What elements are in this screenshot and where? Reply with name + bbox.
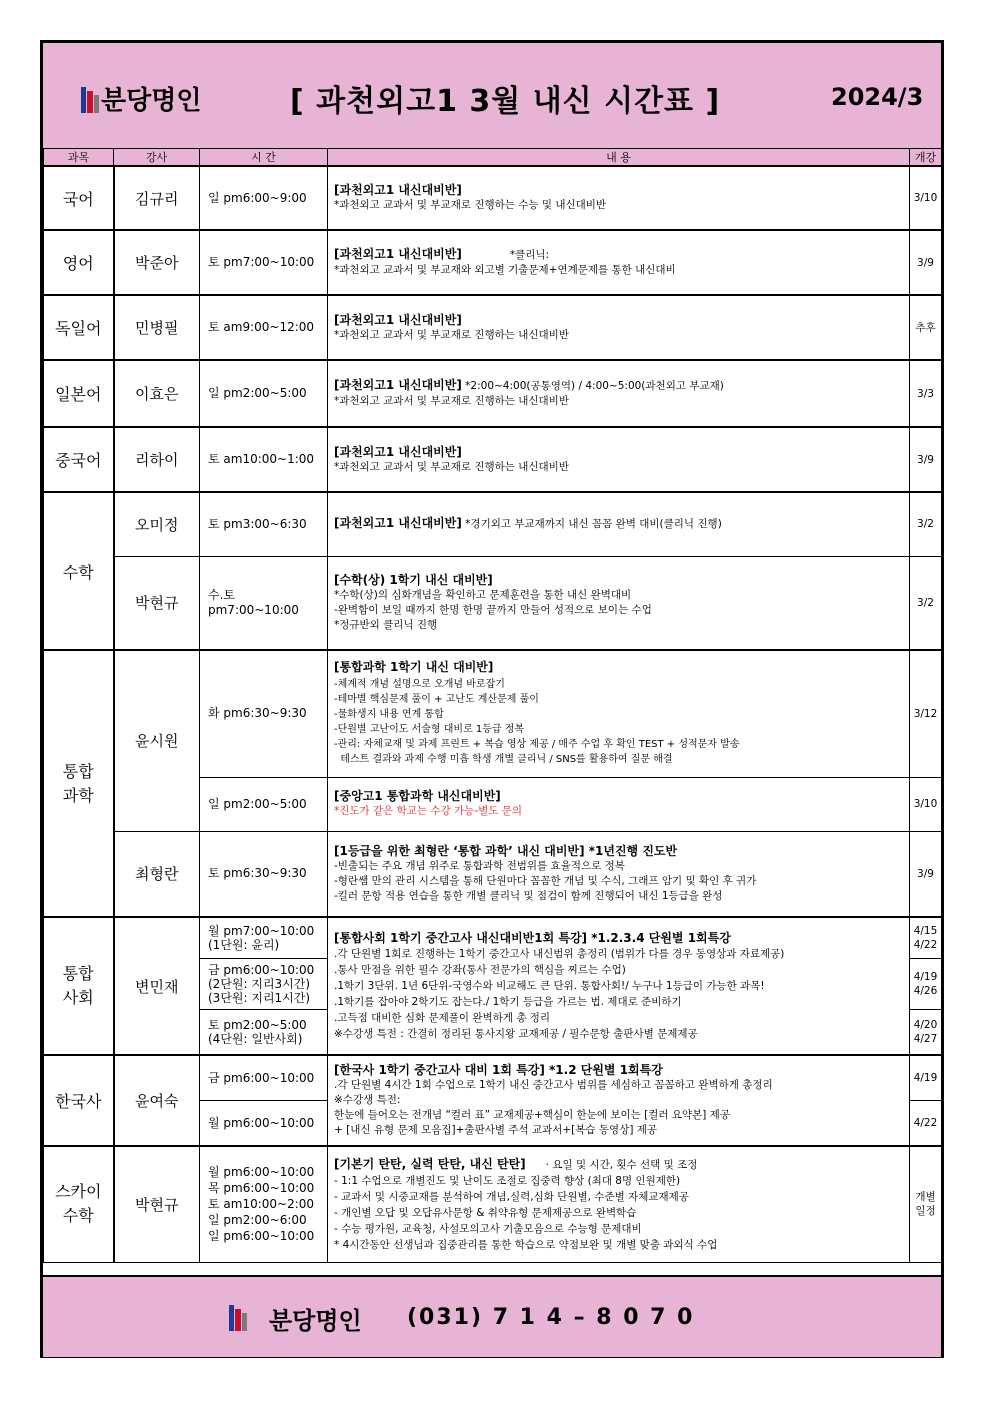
content-line: 테스트 결과와 과제 수행 미흡 학생 개별 클리닉 / SNS를 활용하여 질문 해결 — [334, 754, 673, 766]
class-title: [한국사 1학기 중간고사 대비 1회 특강] *1.2 단원별 1회특강 — [334, 1063, 663, 1077]
open-date: 3/10 — [910, 166, 942, 230]
open-date: 3/2 — [910, 556, 942, 650]
subject-line: 과학 — [62, 785, 94, 805]
content-cell — [328, 230, 910, 295]
content-line: *과천외고 교과서 및 부교재로 진행하는 내신대비반 — [334, 328, 569, 341]
table-row — [44, 492, 942, 556]
content-line: -체계적 개념 설명으로 오개념 바로잡기 — [334, 679, 505, 691]
content-cell — [328, 556, 910, 650]
open-date: 3/9 — [910, 831, 942, 917]
content-cell — [328, 166, 910, 230]
table-row — [44, 166, 942, 230]
content-line: -킬러 문항 적용 연습을 통한 개별 클리닉 및 점검이 함께 진행되어 내신 1등급을 완성 — [334, 889, 723, 902]
col-subject: 과목 — [44, 149, 114, 167]
content-cell — [328, 1146, 910, 1262]
teacher-cell: 리하이 — [114, 427, 200, 492]
open-date: 개별 일정 — [910, 1146, 942, 1262]
teacher-cell: 민병필 — [114, 295, 200, 360]
class-title: [중앙고1 통합과학 내신대비반] — [334, 789, 501, 803]
time-cell: 토 pm7:00~10:00 — [200, 230, 328, 295]
time-cell: 일 pm6:00~9:00 — [200, 166, 328, 230]
class-title: [과천외고1 내신대비반] — [334, 312, 462, 327]
content-cell — [328, 650, 910, 777]
date-label: 2024/3 — [831, 83, 924, 111]
teacher-cell: 박현규 — [114, 556, 200, 650]
time-hours: pm7:00~10:00 — [208, 602, 299, 617]
time-slot: 금 pm6:00~10:00 — [200, 1056, 327, 1101]
content-line: *과천외고 교과서 및 부교재로 진행하는 내신대비반 — [334, 460, 569, 473]
time-cell: 화 pm6:30~9:30 — [200, 650, 328, 777]
time-days: 수.토 — [208, 587, 235, 602]
content-cell — [328, 831, 910, 917]
subject-line: 수학 — [62, 1206, 94, 1226]
teacher-cell: 박준아 — [114, 230, 200, 295]
content-line: -물화생지 내용 연계 통합 — [334, 709, 444, 721]
content-cell — [328, 917, 910, 1055]
table-row — [44, 1146, 942, 1262]
table-row — [44, 427, 942, 492]
content-line: *과천외고 교과서 및 부교재로 진행하는 내신대비반 — [334, 395, 569, 407]
open-date: 4/15 4/22 4/19 4/26 4/20 4/27 — [910, 917, 942, 1055]
class-title: [과천외고1 내신대비반] — [334, 247, 462, 261]
content-line: -형란쌤 만의 관리 시스템을 통해 단원마다 꼼꼼한 개념 및 수식, 그래프 암기 및 확인 후 귀가 — [334, 874, 757, 887]
class-title: [과천외고1 내신대비반] — [334, 444, 462, 459]
table-row — [44, 556, 942, 650]
content-line: -완벽함이 보일 때까지 한명 한명 끝까지 만들어 성적으로 보이는 수업 — [334, 603, 652, 616]
teacher-cell: 최형란 — [114, 831, 200, 917]
content-line: ※수강생 특전 : 간결히 정리된 통사지왕 교재제공 / 필수문항 출판사별 문제제공 — [334, 1028, 698, 1040]
time-cell: 일 pm2:00~5:00 — [200, 360, 328, 427]
content-line: - 1:1 수업으로 개별진도 및 난이도 조절로 집중력 향상 (최대 8명 인원제한) — [334, 1174, 681, 1187]
class-title: [과천외고1 내신대비반] — [334, 516, 462, 531]
teacher-cell: 이효은 — [114, 360, 200, 427]
logo-icon — [81, 87, 99, 113]
phone-number: (031) 7 1 4 – 8 0 7 0 — [407, 1305, 695, 1330]
content-line: -관리: 자체교재 및 과제 프린트 + 복습 영상 제공 / 매주 수업 후 확인 TEST + 성적문자 발송 — [334, 739, 740, 751]
time-cell: 토 pm3:00~6:30 — [200, 492, 328, 556]
subject-cell: 한국사 — [44, 1055, 114, 1146]
class-note: *2:00~4:00(공통영역) / 4:00~5:00(과천외고 부교재) — [465, 380, 724, 392]
content-line: ※수강생 특전: — [334, 1094, 401, 1106]
timetable-frame — [40, 40, 944, 1358]
time-cell — [200, 1055, 328, 1146]
content-line: - 개인별 오답 및 오답유사문항 & 취약유형 문제제공으로 완벽학습 — [334, 1206, 637, 1219]
header — [43, 43, 941, 150]
content-note-red: *진도가 같은 학교는 수강 가능-별도 문의 — [334, 805, 523, 817]
subject-cell: 국어 — [44, 166, 114, 230]
class-title: [1등급을 위한 최형란 ‘통합 과학’ 내신 대비반] *1년진행 진도반 — [334, 843, 678, 858]
open-date: 3/12 — [910, 650, 942, 777]
subject-cell: 중국어 — [44, 427, 114, 492]
table-row — [44, 650, 942, 777]
time-cell: 토 am10:00~1:00 — [200, 427, 328, 492]
class-title: [기본기 탄탄, 실력 탄탄, 내신 탄탄] — [334, 1156, 526, 1171]
open-date: 3/3 — [910, 360, 942, 427]
content-line: 한눈에 들어오는 전개념 “컬러 표” 교재제공+핵심이 한눈에 보이는 [컬러 요약본] 제공 — [334, 1109, 730, 1121]
subject-cell: 독일어 — [44, 295, 114, 360]
class-title: [과천외고1 내신대비반] — [334, 378, 462, 392]
class-title: [통합과학 1학기 내신 대비반] — [334, 660, 494, 675]
subject-line: 스카이 — [55, 1182, 102, 1202]
footer-brand: 분당명인 — [269, 1307, 362, 1335]
time-cell: 토 am9:00~12:00 — [200, 295, 328, 360]
content-line: + [내신 유형 문제 모음집]+출판사별 주석 교과서+[복습 동영상] 제공 — [334, 1124, 658, 1136]
open-date: 3/10 — [910, 777, 942, 831]
col-content: 내 용 — [328, 149, 910, 167]
content-cell — [328, 360, 910, 427]
content-cell — [328, 427, 910, 492]
content-line: .통사 만점을 위한 필수 강좌(통사 전문가의 핵심을 찌르는 수업) — [334, 964, 626, 976]
content-line: -단원별 고난이도 서술형 대비로 1등급 정복 — [334, 724, 525, 736]
time-slot: 월 pm6:00~10:00 — [208, 1116, 315, 1130]
subject-line: 통합 — [62, 761, 94, 781]
subject-line: 사회 — [62, 988, 94, 1007]
content-line: - 수능 평가원, 교육청, 사설모의고사 기출모음으로 수능형 문제대비 — [334, 1222, 642, 1235]
teacher-cell: 윤시원 — [114, 650, 200, 831]
teacher-cell: 오미정 — [114, 492, 200, 556]
open-date: 3/2 — [910, 492, 942, 556]
time-cell: 월 pm6:00~10:00 목 pm6:00~10:00 토 am10:00~2:00 일 pm2:00~6:00 일 pm6:00~10:00 — [200, 1146, 328, 1262]
table-header-row — [44, 149, 942, 167]
content-line: *수학(상)의 심화개념을 확인하고 문제훈련을 통한 내신 완벽대비 — [334, 588, 632, 601]
time-cell — [200, 917, 328, 1055]
teacher-cell: 김규리 — [114, 166, 200, 230]
class-title: [통합사회 1학기 중간고사 내신대비반1회 특강] *1.2.3.4 단원별 1회특강 — [334, 931, 731, 945]
page-title: [ 과천외고1 3월 내신 시간표 ] — [290, 84, 721, 119]
subject-cell — [44, 650, 114, 917]
content-line: *과천외고 교과서 및 부교재와 외고별 기출문제+연계문제를 통한 내신대비 — [334, 264, 676, 276]
subject-cell — [44, 917, 114, 1055]
teacher-cell: 박현규 — [114, 1146, 200, 1262]
time-slot: 금 pm6:00~10:00 (2단원: 지리3시간) (3단원: 지리1시간) — [200, 959, 327, 1010]
subject-cell: 수학 — [44, 492, 114, 650]
subject-cell: 영어 — [44, 230, 114, 295]
teacher-cell: 변민재 — [114, 917, 200, 1055]
content-line: .1학기를 잡아야 2학기도 잡는다./ 1학기 등급을 가르는 법. 제대로 준비하기 — [334, 996, 682, 1008]
open-date: 3/9 — [910, 230, 942, 295]
schedule-table — [43, 148, 942, 1263]
content-line: *과천외고 교과서 및 부교재로 진행하는 수능 및 내신대비반 — [334, 199, 607, 211]
time-cell — [200, 556, 328, 650]
col-open: 개강 — [910, 149, 942, 167]
footer — [43, 1275, 941, 1357]
subject-line: 통합 — [62, 964, 94, 983]
content-line: - 교과서 및 시중교재를 분석하여 개념,실력,심화 단원별, 수준별 자체교재제공 — [334, 1190, 689, 1203]
content-line: -테마별 핵심문제 풀이 + 고난도 계산문제 풀이 — [334, 694, 539, 706]
class-title: [과천외고1 내신대비반] — [334, 183, 462, 197]
table-row — [44, 295, 942, 360]
content-cell — [328, 777, 910, 831]
open-date: 3/9 — [910, 427, 942, 492]
content-line: .고득점 대비한 심화 문제풀이 완벽하게 총 정리 — [334, 1012, 551, 1024]
table-row — [44, 360, 942, 427]
table-row — [44, 230, 942, 295]
time-slot: 토 pm2:00~5:00 (4단원: 일반사회) — [208, 1018, 307, 1046]
content-line: -빈출되는 주요 개념 위주로 통합과학 전범위를 효율적으로 정복 — [334, 859, 625, 872]
content-cell — [328, 295, 910, 360]
subject-cell — [44, 1146, 114, 1262]
subject-cell: 일본어 — [44, 360, 114, 427]
content-line: .1학기 3단위. 1년 6단위-국영수와 비교해도 큰 단위. 통합사회!/ 누구나 1등급이 가능한 과목! — [334, 980, 765, 992]
col-teacher: 강사 — [114, 149, 200, 167]
content-cell — [328, 1055, 910, 1146]
class-note: · 요일 및 시간, 횟수 선택 및 조정 — [545, 1158, 698, 1171]
content-line: *정규반외 클리닉 진행 — [334, 618, 438, 631]
open-date: 4/19 4/22 — [910, 1055, 942, 1146]
teacher-cell: 윤여숙 — [114, 1055, 200, 1146]
content-line: .각 단원별 4시간 1회 수업으로 1학기 내신 중간고사 범위를 세심하고 꼼꼼하고 완벽하게 총정리 — [334, 1079, 773, 1091]
time-cell: 토 pm6:30~9:30 — [200, 831, 328, 917]
time-slot: 월 pm7:00~10:00 (1단원: 윤리) — [200, 918, 327, 959]
class-note: *클리닉: — [509, 249, 550, 261]
content-cell — [328, 492, 910, 556]
content-line: * 4시간동안 선생님과 집중관리를 통한 학습으로 약점보완 및 개별 맞춤 과외식 수업 — [334, 1238, 718, 1251]
time-cell: 일 pm2:00~5:00 — [200, 777, 328, 831]
logo-icon — [229, 1305, 247, 1331]
class-note: *경기외고 부교재까지 내신 꼼꼼 완벽 대비(클리닉 진행) — [465, 518, 722, 531]
brand-name: 분당명인 — [101, 86, 202, 116]
table-row — [44, 917, 942, 1055]
content-line: .각 단원별 1회로 진행하는 1학기 중간고사 내신범위 총정리 (범위가 다를 경우 동영상과 자료제공) — [334, 948, 785, 960]
class-title: [수학(상) 1학기 내신 대비반] — [334, 572, 493, 587]
table-row — [44, 831, 942, 917]
col-time: 시 간 — [200, 149, 328, 167]
table-row — [44, 1055, 942, 1146]
open-date: 추후 — [910, 295, 942, 360]
